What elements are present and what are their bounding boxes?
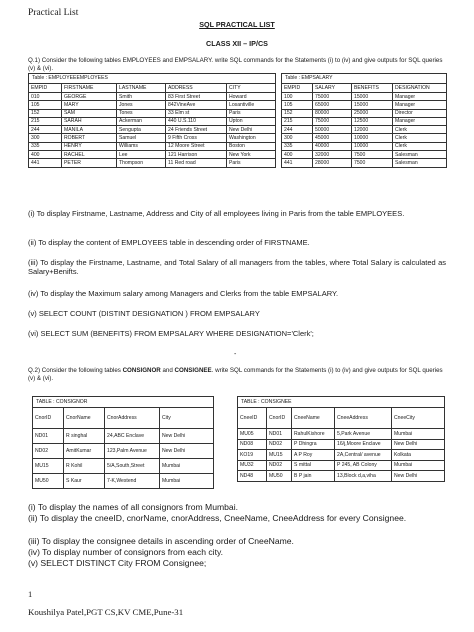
table-cell: ND02 bbox=[267, 439, 292, 450]
table-cell: 24,ABC Enclave bbox=[105, 429, 160, 444]
document-title: SQL PRACTICAL LIST bbox=[199, 20, 275, 29]
table-cell: B P jain bbox=[292, 471, 335, 482]
q2-statement-1: (i) To display the names of all consignors from Mumbai. bbox=[28, 502, 238, 512]
table-cell: 335 bbox=[29, 142, 62, 150]
page-footer: Koushilya Patel,PGT CS,KV CME,Pune-31 bbox=[28, 607, 184, 617]
q1-statement-5: (v) SELECT COUNT (DISTINT DESIGNATION ) FROM EMPSALARY bbox=[28, 309, 260, 318]
table-row bbox=[282, 126, 447, 134]
table-cell: New Delhi bbox=[160, 444, 214, 459]
table-cell: MARY bbox=[62, 101, 117, 109]
q2-statement-5: (v) SELECT DISTINCT City FROM Consignee; bbox=[28, 558, 207, 568]
column-header: FIRSTNAME bbox=[62, 84, 117, 93]
table-cell: 80000 bbox=[313, 109, 352, 117]
table-cell: 15000 bbox=[352, 93, 393, 101]
table-cell: Ackerman bbox=[117, 117, 166, 125]
table-cell: Mumbai bbox=[392, 429, 445, 440]
table-cell: 121 Harrison bbox=[166, 151, 227, 159]
table-row bbox=[29, 109, 276, 117]
employees-table bbox=[28, 73, 276, 168]
table-row bbox=[33, 444, 214, 459]
table-cell: ND01 bbox=[267, 429, 292, 440]
table-cell: Tones bbox=[117, 109, 166, 117]
table-cell: S Kaur bbox=[64, 474, 105, 489]
table-cell: MU50 bbox=[267, 471, 292, 482]
table-cell: A P Roy bbox=[292, 450, 335, 461]
q2-statement-3: (iii) To display the consignee details in ascending order of CneeName. bbox=[28, 536, 294, 546]
table-cell: 9 Fifth Cross bbox=[166, 134, 227, 142]
table-cell: Lee bbox=[117, 151, 166, 159]
table-cell: Thompson bbox=[117, 159, 166, 167]
table-cell: 215 bbox=[282, 117, 313, 125]
table-cell: Williams bbox=[117, 142, 166, 150]
table-cell: Salesman bbox=[393, 151, 447, 159]
table-row bbox=[29, 101, 276, 109]
table-row bbox=[282, 93, 447, 101]
table-cell: 13,Block d,a,viha bbox=[335, 471, 392, 482]
column-header: City bbox=[160, 408, 214, 429]
q1-statement-2: (ii) To display the content of EMPLOYEES table in descending order of FIRSTNAME. bbox=[28, 238, 310, 247]
table-cell: 010 bbox=[29, 93, 62, 101]
table-cell: ND02 bbox=[267, 460, 292, 471]
q2-text-and: and bbox=[160, 367, 175, 374]
column-header: EMPID bbox=[29, 84, 62, 93]
table-cell: ND01 bbox=[33, 429, 64, 444]
q2-statement-4: (iv) To display number of consignors from each city. bbox=[28, 547, 224, 557]
table-caption: Table : EMPLOYEEEMPLOYEES bbox=[29, 74, 276, 84]
table-cell: HENRY bbox=[62, 142, 117, 150]
table-cell: Boston bbox=[227, 142, 276, 150]
column-header: CnorID bbox=[267, 408, 292, 429]
section-separator: - bbox=[234, 351, 237, 358]
table-cell: 2A,Central/ avenue bbox=[335, 450, 392, 461]
table-row bbox=[282, 117, 447, 125]
q2-table2-name: CONSIGNEE bbox=[174, 367, 212, 374]
table-cell: P Dhingra bbox=[292, 439, 335, 450]
column-header: CnorName bbox=[64, 408, 105, 429]
table-row bbox=[238, 471, 445, 482]
q1-statement-1: (i) To display Firstname, Lastname, Address and City of all employees living in Paris from the table EMPLOYEES. bbox=[28, 209, 405, 218]
table-cell: 842VineAve bbox=[166, 101, 227, 109]
q1-statement-3: (iii) To display the Firstname, Lastname, and Total Salary of all managers from the tables, where Total Salary is calculated as Salary+Benifts. bbox=[28, 258, 446, 277]
table-cell: 50000 bbox=[313, 126, 352, 134]
table-cell: New York bbox=[227, 151, 276, 159]
table-row bbox=[238, 450, 445, 461]
table-cell: 12 Moore Street bbox=[166, 142, 227, 150]
table-row bbox=[33, 429, 214, 444]
table-cell: 105 bbox=[29, 101, 62, 109]
table-cell: Manager bbox=[393, 93, 447, 101]
table-cell: MU50 bbox=[33, 474, 64, 489]
table-cell: ND08 bbox=[238, 439, 267, 450]
table-header-row bbox=[238, 408, 445, 429]
column-header: SALARY bbox=[313, 84, 352, 93]
column-header: DESIGNATION bbox=[393, 84, 447, 93]
table-row bbox=[282, 151, 447, 159]
table-cell: 75000 bbox=[313, 93, 352, 101]
table-cell: 100 bbox=[282, 93, 313, 101]
column-header: CnorAddress bbox=[105, 408, 160, 429]
table-cell: 5,Park Avenue bbox=[335, 429, 392, 440]
question-1-text: Q.1) Consider the following tables EMPLOYEES and EMPSALARY. write SQL commands for the Statements (i) to (iv) and give outputs for SQL queries (v) & (vi). bbox=[28, 57, 443, 72]
table-row bbox=[29, 134, 276, 142]
table-cell: Clerk bbox=[393, 126, 447, 134]
table-cell: 335 bbox=[282, 142, 313, 150]
table-cell: Clerk bbox=[393, 142, 447, 150]
table-cell: 24 Friends Street bbox=[166, 126, 227, 134]
table-cell: MU15 bbox=[267, 450, 292, 461]
table-cell: 16/j,Moore Enclave bbox=[335, 439, 392, 450]
table-cell: P 245, AB Colony bbox=[335, 460, 392, 471]
table-cell: Paris bbox=[227, 109, 276, 117]
table-cell: 300 bbox=[29, 134, 62, 142]
table-cell: S mittal bbox=[292, 460, 335, 471]
table-cell: 400 bbox=[282, 151, 313, 159]
table-cell: Mumbai bbox=[392, 460, 445, 471]
table-cell: 25000 bbox=[352, 109, 393, 117]
table-row bbox=[33, 459, 214, 474]
table-cell: 7-K,Westend bbox=[105, 474, 160, 489]
empsalary-table bbox=[281, 73, 447, 168]
table-cell: AmitKumar bbox=[64, 444, 105, 459]
table-cell: 83 First Street bbox=[166, 93, 227, 101]
table-cell: Salesman bbox=[393, 159, 447, 167]
table-cell: 12500 bbox=[352, 117, 393, 125]
table-row bbox=[282, 142, 447, 150]
table-cell: R singhal bbox=[64, 429, 105, 444]
table-cell: 75000 bbox=[313, 117, 352, 125]
table-cell: 440 U.S.110 bbox=[166, 117, 227, 125]
page-header: Practical List bbox=[28, 8, 79, 18]
q1-statement-4: (iv) To display the Maximum salary among Managers and Clerks from the table EMPSALARY. bbox=[28, 289, 339, 298]
table-cell: 7500 bbox=[352, 159, 393, 167]
column-header: BENEFITS bbox=[352, 84, 393, 93]
page-number: 1 bbox=[28, 589, 33, 599]
table-cell: Howard bbox=[227, 93, 276, 101]
table-cell: 10000 bbox=[352, 134, 393, 142]
q2-statement-2: (ii) To display the cneeID, cnorName, cnorAddress, CneeName, CneeAddress for every Consignee. bbox=[28, 513, 407, 523]
table-header-row bbox=[29, 84, 276, 93]
table-cell: 244 bbox=[29, 126, 62, 134]
column-header: CneeCity bbox=[392, 408, 445, 429]
table-row bbox=[238, 439, 445, 450]
table-cell: SAM bbox=[62, 109, 117, 117]
table-cell: 400 bbox=[29, 151, 62, 159]
table-row bbox=[33, 474, 214, 489]
table-cell: Manager bbox=[393, 117, 447, 125]
table-cell: PETER bbox=[62, 159, 117, 167]
table-cell: 10000 bbox=[352, 142, 393, 150]
table-row bbox=[29, 159, 276, 167]
table-header-row bbox=[33, 408, 214, 429]
q2-text-suffix: . write SQL commands for the Statements (i) to (iv) and give outputs for SQL queries (v) & (vi). bbox=[28, 367, 443, 382]
table-cell: Jones bbox=[117, 101, 166, 109]
q2-table1-name: CONSIGNOR bbox=[122, 367, 161, 374]
table-cell: 152 bbox=[29, 109, 62, 117]
table-cell: ROBERT bbox=[62, 134, 117, 142]
table-cell: 105 bbox=[282, 101, 313, 109]
table-cell: New Delhi bbox=[160, 429, 214, 444]
column-header: CnorID bbox=[33, 408, 64, 429]
table-cell: 45000 bbox=[313, 134, 352, 142]
table-cell: MANILA bbox=[62, 126, 117, 134]
table-caption: TABLE : CONSIGNEE bbox=[238, 397, 445, 408]
table-cell: Manager bbox=[393, 101, 447, 109]
table-cell: ND48 bbox=[238, 471, 267, 482]
table-row bbox=[238, 429, 445, 440]
q2-text-prefix: Q.2) Consider the following tables bbox=[28, 367, 123, 374]
table-cell: GEORGE bbox=[62, 93, 117, 101]
table-cell: New Delhi bbox=[392, 439, 445, 450]
table-cell: Losantiville bbox=[227, 101, 276, 109]
document-subtitle: CLASS XII – IP/CS bbox=[206, 39, 268, 48]
table-cell: 300 bbox=[282, 134, 313, 142]
table-cell: Smith bbox=[117, 93, 166, 101]
table-cell: 11 Red road bbox=[166, 159, 227, 167]
table-cell: 33 Elm st bbox=[166, 109, 227, 117]
table-cell: New Delhi bbox=[227, 126, 276, 134]
table-cell: 65000 bbox=[313, 101, 352, 109]
column-header: CITY bbox=[227, 84, 276, 93]
table-cell: Mumbai bbox=[160, 474, 214, 489]
table-cell: Mumbai bbox=[160, 459, 214, 474]
table-cell: MU32 bbox=[238, 460, 267, 471]
consignor-table bbox=[32, 396, 214, 489]
table-row bbox=[29, 117, 276, 125]
table-cell: 441 bbox=[282, 159, 313, 167]
table-cell: 12000 bbox=[352, 126, 393, 134]
table-row bbox=[29, 126, 276, 134]
table-cell: 15000 bbox=[352, 101, 393, 109]
table-cell: 7500 bbox=[352, 151, 393, 159]
table-cell: Upton bbox=[227, 117, 276, 125]
table-row bbox=[29, 93, 276, 101]
table-cell: 441 bbox=[29, 159, 62, 167]
column-header: EMPID bbox=[282, 84, 313, 93]
table-cell: R Kohil bbox=[64, 459, 105, 474]
consignee-table bbox=[237, 396, 445, 482]
table-cell: Clerk bbox=[393, 134, 447, 142]
table-row bbox=[282, 159, 447, 167]
column-header: CneeAddress bbox=[335, 408, 392, 429]
table-row bbox=[282, 101, 447, 109]
table-cell: Washington bbox=[227, 134, 276, 142]
table-cell: New Delhi bbox=[392, 471, 445, 482]
table-cell: MU15 bbox=[33, 459, 64, 474]
column-header: CneeID bbox=[238, 408, 267, 429]
table-cell: KO19 bbox=[238, 450, 267, 461]
table-cell: 28000 bbox=[313, 159, 352, 167]
table-cell: Director bbox=[393, 109, 447, 117]
table-cell: Paris bbox=[227, 159, 276, 167]
column-header: CneeName bbox=[292, 408, 335, 429]
table-cell: 5/A,South,Street bbox=[105, 459, 160, 474]
table-cell: 152 bbox=[282, 109, 313, 117]
question-2-text bbox=[28, 367, 448, 382]
table-cell: SARAH bbox=[62, 117, 117, 125]
table-cell: Sengupta bbox=[117, 126, 166, 134]
table-caption: Table : EMPSALARY bbox=[282, 74, 447, 84]
column-header: LASTNAME bbox=[117, 84, 166, 93]
q1-statement-6: (vi) SELECT SUM (BENEFITS) FROM EMPSALARY WHERE DESIGNATION='Clerk'; bbox=[28, 329, 314, 338]
table-cell: MU05 bbox=[238, 429, 267, 440]
table-cell: RACHEL bbox=[62, 151, 117, 159]
table-cell: RahulKishore bbox=[292, 429, 335, 440]
table-cell: 244 bbox=[282, 126, 313, 134]
table-row bbox=[29, 151, 276, 159]
table-row bbox=[282, 109, 447, 117]
table-caption: TABLE : CONSIGNOR bbox=[33, 397, 214, 408]
table-cell: ND02 bbox=[33, 444, 64, 459]
table-cell: Kolkata bbox=[392, 450, 445, 461]
table-cell: 32000 bbox=[313, 151, 352, 159]
table-row bbox=[238, 460, 445, 471]
table-row bbox=[282, 134, 447, 142]
table-cell: Samuel bbox=[117, 134, 166, 142]
table-row bbox=[29, 142, 276, 150]
table-cell: 40000 bbox=[313, 142, 352, 150]
column-header: ADDRESS bbox=[166, 84, 227, 93]
table-cell: 215 bbox=[29, 117, 62, 125]
table-header-row bbox=[282, 84, 447, 93]
table-cell: 123,Palm Avenue bbox=[105, 444, 160, 459]
